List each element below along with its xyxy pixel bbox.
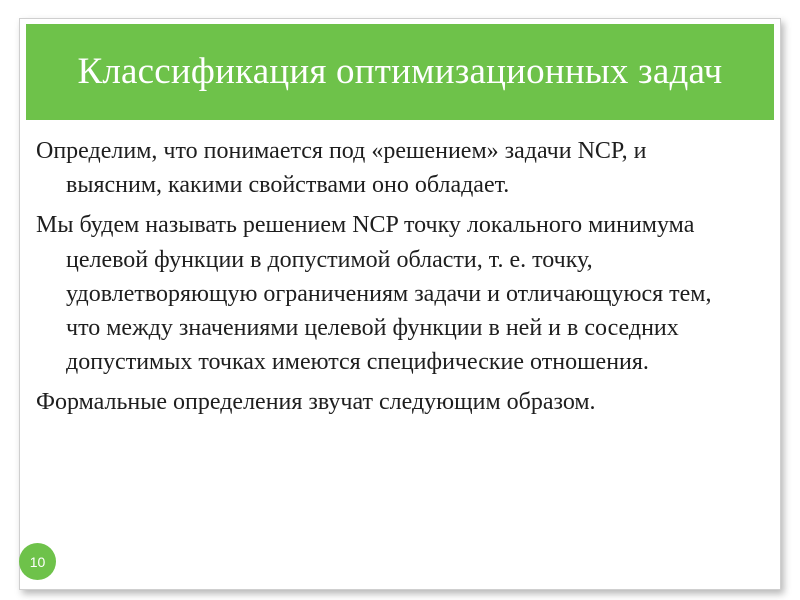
- title-bar: [26, 24, 774, 120]
- slide-title: Классификация оптимизационных задач: [77, 50, 723, 92]
- paragraph: Определим, что понимается под «решением» задачи NCP, и выясним, какими свойствами оно обладает.: [36, 138, 647, 199]
- paragraph: Формальные определения звучат следующим образом.: [36, 389, 596, 416]
- page-number-badge: 10: [19, 543, 56, 580]
- slide-body: [36, 134, 736, 426]
- paragraph: Мы будем называть решением NCP точку локального минимума целевой функции в допустимой области, т. е. точку, удовлетворяющую ограничениям задачи и отличающуюся тем, что между значениями целевой функции в ней и в соседних допустимых точках имеются специфические отношения.: [36, 212, 712, 376]
